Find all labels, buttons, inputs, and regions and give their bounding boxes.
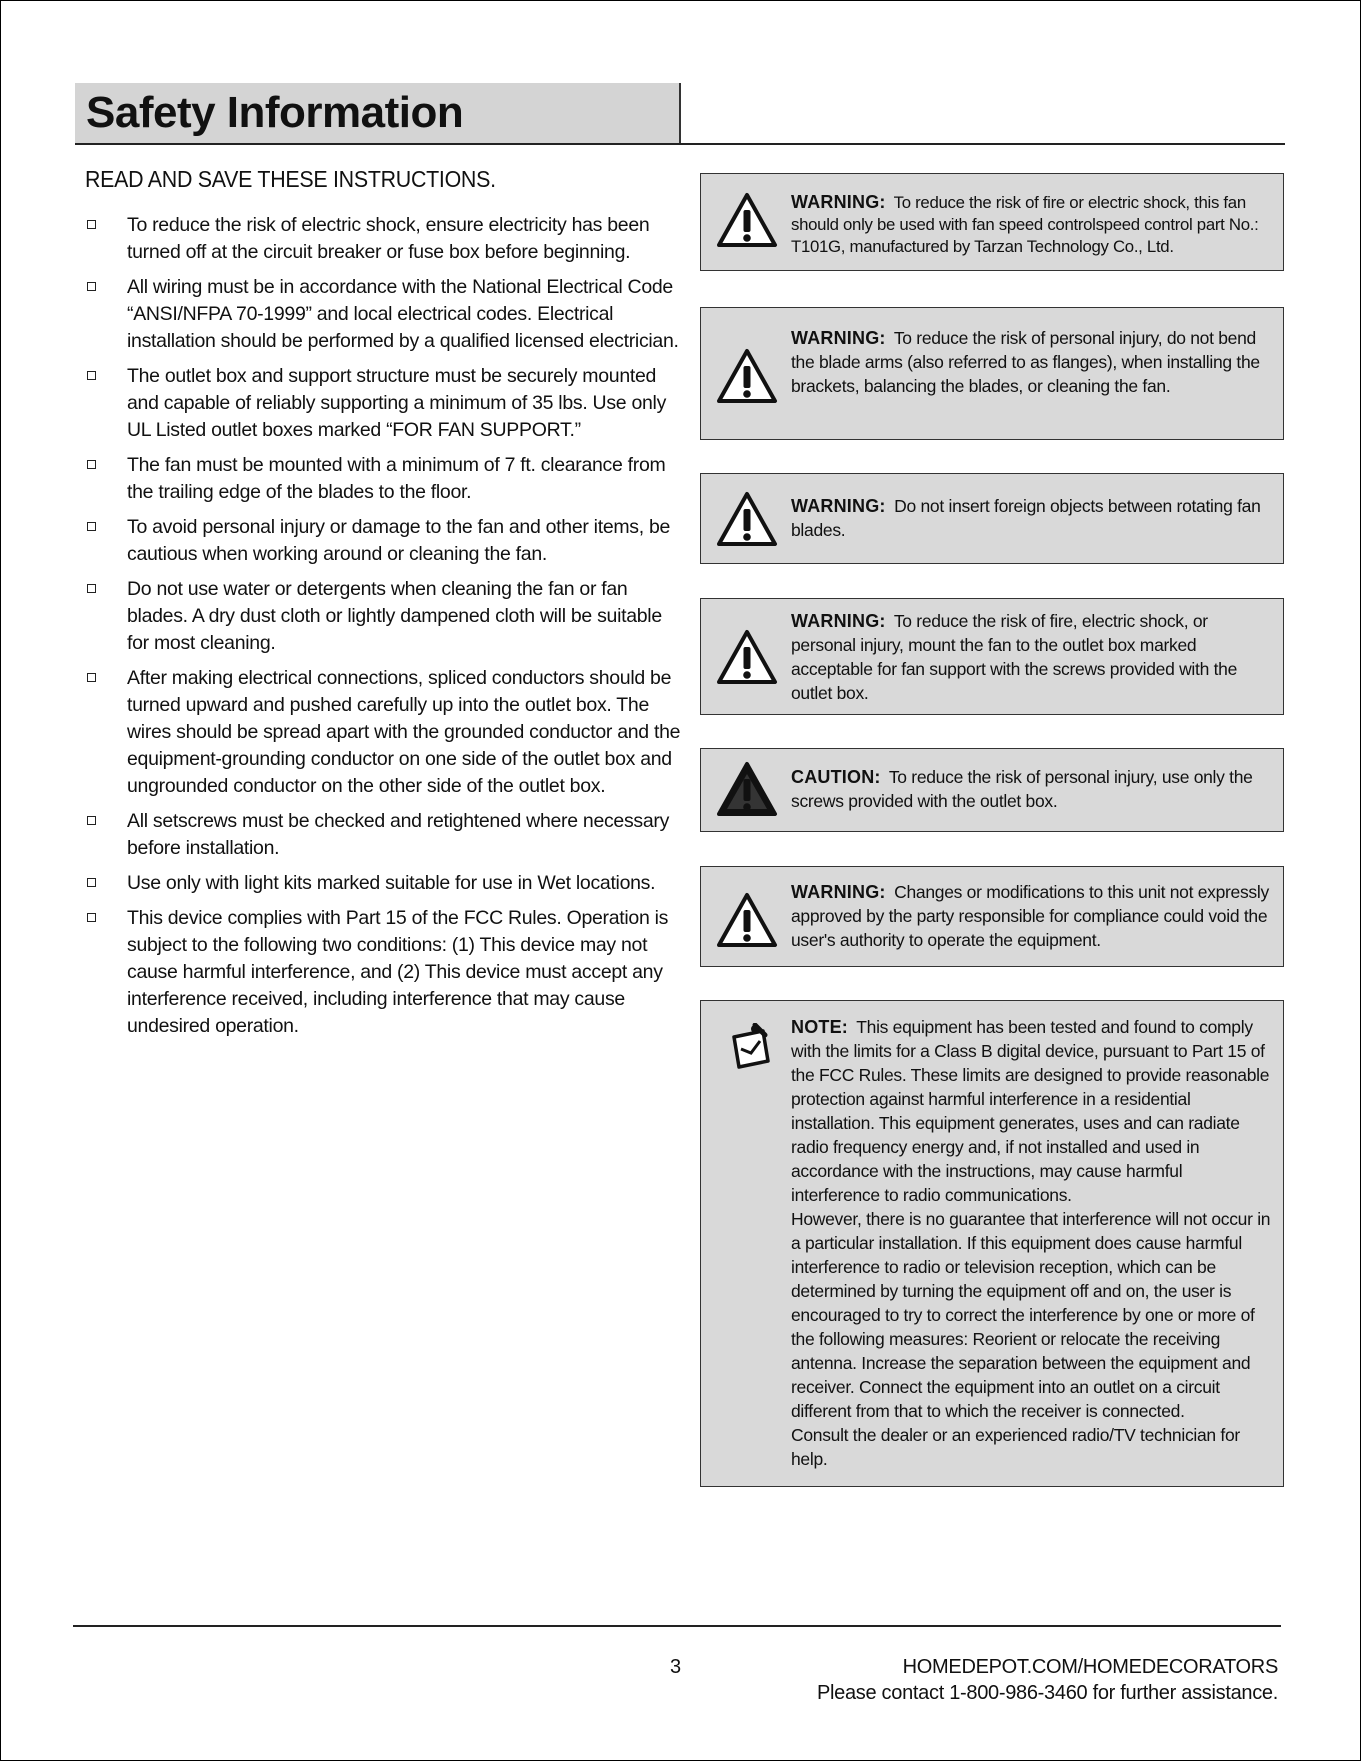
warning-triangle-icon [716,348,778,404]
warning-text: Do not insert foreign objects between rotating fan blades. [791,496,1261,540]
checkbox-bullet-icon [87,816,96,825]
list-item: To avoid personal injury or damage to the fan and other items, be cautious when working around or cleaning the fan. [82,514,682,568]
checkbox-bullet-icon [87,460,96,469]
checkbox-bullet-icon [87,673,96,682]
caution-triangle-icon [716,761,778,817]
warning-triangle-icon [716,192,778,248]
list-item: After making electrical connections, spliced conductors should be turned upward and pushed carefully up into the outlet box. The wires should be spread apart with the grounded conductor and the equipment-grounding conductor on one side of the outlet box and ungrounded conductor on the other side of the outlet box. [82,665,682,800]
list-item: The fan must be mounted with a minimum of 7 ft. clearance from the trailing edge of the blades to the floor. [82,452,682,506]
warning-text: To reduce the risk of personal injury, do not bend the blade arms (also referred to as flanges), when installing the brackets, balancing the blades, or cleaning the fan. [791,328,1260,396]
warning-text: To reduce the risk of fire, electric shock, or personal injury, mount the fan to the outlet box marked acceptable for fan support with the screws provided with the outlet box. [791,611,1237,703]
caution-text: To reduce the risk of personal injury, use only the screws provided with the outlet box. [791,767,1253,811]
warning-label: WARNING: [791,192,886,212]
warning-label: WARNING: [791,882,886,902]
note-text-paragraph-2: However, there is no guarantee that interference will not occur in a particular installation. If this equipment does cause harmful interference to radio or television reception, which can be determined by turning the equipment off and on, the user is encouraged to try to correct the interference by one or more of the following measures: Reorient or relocate the receiving antenna. Increase the separation between the equipment and receiver. Connect the equipment into an outlet on a circuit different from that to which the receiver is connected. [791,1209,1271,1421]
checkbox-bullet-icon [87,913,96,922]
warning-triangle-icon [716,892,778,948]
list-item: Use only with light kits marked suitable for use in Wet locations. [82,870,682,897]
warning-triangle-icon [716,491,778,547]
warning-box-foreign-objects [700,473,1284,564]
note-text-paragraph-3: Consult the dealer or an experienced radio/TV technician for help. [791,1425,1240,1469]
note-label: NOTE: [791,1017,848,1037]
list-item: Do not use water or detergents when cleaning the fan or fan blades. A dry dust cloth or lightly dampened cloth will be suitable for most cleaning. [82,576,682,657]
page-title: Safety Information [86,88,464,137]
checkbox-bullet-icon [87,282,96,291]
footer-rule [73,1625,1281,1627]
warning-label: WARNING: [791,611,886,631]
checkbox-bullet-icon [87,878,96,887]
caution-label: CAUTION: [791,767,881,787]
warning-text: To reduce the risk of fire or electric shock, this fan should only be used with fan speed controlspeed control part No.: T101G, manufactured by Tarzan Technology Co., Ltd. [791,193,1259,256]
header-rule [75,143,1285,145]
checkbox-bullet-icon [87,371,96,380]
warning-box-blade-arms [700,307,1284,440]
list-item: This device complies with Part 15 of the FCC Rules. Operation is subject to the following two conditions: (1) This device may not cause harmful interference, and (2) This device must accept any interference received, including interference that may cause undesired operation. [82,905,682,1040]
caution-box-screws [700,748,1284,832]
note-box-fcc [700,1000,1284,1487]
contact-line: Please contact 1-800-986-3460 for further assistance. [816,1682,1278,1704]
warning-label: WARNING: [791,496,886,516]
list-item: All wiring must be in accordance with the National Electrical Code “ANSI/NFPA 70-1999” and local electrical codes. Electrical installation should be performed by a qualified licensed electrician. [82,274,682,355]
list-item: All setscrews must be checked and retightened where necessary before installation. [82,808,682,862]
website-link[interactable]: HOMEDEPOT.COM/HOMEDECORATORS [902,1656,1278,1678]
checkbox-bullet-icon [87,522,96,531]
safety-list [82,212,682,1048]
list-item: The outlet box and support structure must be securely mounted and capable of reliably supporting a minimum of 35 lbs. Use only UL Listed outlet boxes marked “FOR FAN SUPPORT.” [82,363,682,444]
warning-box-fan-control [700,173,1284,271]
warning-box-outlet-mount [700,598,1284,715]
checkbox-bullet-icon [87,220,96,229]
warning-text: Changes or modifications to this unit not expressly approved by the party responsible for compliance could void the user's authority to operate the equipment. [791,882,1269,950]
warning-box-modifications [700,866,1284,967]
list-item: To reduce the risk of electric shock, ensure electricity has been turned off at the circuit breaker or fuse box before beginning. [82,212,682,266]
header-divider [679,83,681,145]
warning-triangle-icon [716,629,778,685]
checkbox-bullet-icon [87,584,96,593]
instructions-heading: READ AND SAVE THESE INSTRUCTIONS. [85,166,496,192]
warning-label: WARNING: [791,328,886,348]
note-text-paragraph-1: This equipment has been tested and found to comply with the limits for a Class B digital device, pursuant to Part 15 of the FCC Rules. These limits are designed to provide reasonable protection against harmful interference in a residential installation. This equipment generates, uses and can radiate radio frequency energy and, if not installed and used in accordance with the instructions, may cause harmful interference to radio communications. [791,1017,1270,1205]
page-number: 3 [670,1656,682,1678]
note-pin-icon [729,1023,773,1069]
